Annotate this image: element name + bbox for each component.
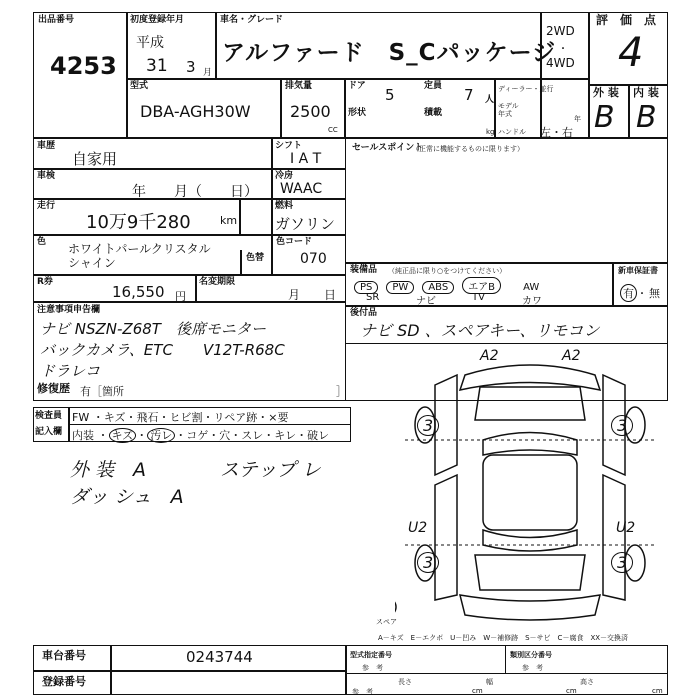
row2-mid: ・ (136, 429, 148, 442)
repair-label: 修復歴 (37, 382, 70, 395)
inspector-row1: FW ・キズ・飛石・ヒビ割・リペア跡・×要 (72, 411, 289, 424)
equip-airbag: エアB (462, 277, 501, 294)
equip-sr: SR (366, 292, 380, 303)
equipment-note: （純正品に限り○をつけてください） (388, 267, 507, 275)
notes-line1: ナビ NSZN-Z68T 後席モニター (40, 320, 266, 338)
score: 4 (618, 30, 644, 76)
handle: 左・右 (540, 126, 573, 139)
history: 自家用 (72, 150, 118, 168)
hand-dash: ダッ シュ A (70, 486, 184, 508)
era: 平成 (136, 35, 164, 51)
name-change-label: 名変期限 (199, 277, 236, 287)
notes-line3: ドラレコ (40, 362, 101, 380)
aircon: WAAC (280, 181, 323, 197)
history-label: 車歴 (37, 141, 56, 151)
seats-label: 定員 (424, 81, 443, 91)
damage-legend: A－キズ E－エクボ U－凹み W－補修跡 S－サビ C－腐食 XX－交換済 (378, 634, 629, 642)
row2-rest: ・コゲ・穴・スレ・キレ・破レ (175, 429, 330, 442)
mark-3-front-right: 3 (611, 415, 633, 436)
reg-label: 登録番号 (42, 675, 86, 688)
doors: 5 (385, 86, 395, 104)
drive-dot: ・ (558, 44, 568, 55)
mileage-unit: km (220, 214, 238, 227)
car-diagram (395, 345, 665, 635)
wid-unit: cm (566, 687, 577, 695)
equip-tv: TV (472, 292, 485, 303)
inspector-label1: 検査員 (35, 411, 63, 421)
model-year-unit: 年 (574, 115, 581, 123)
sales-points-note: （正常に機能するものに限ります） (412, 145, 524, 153)
ext-label: 外 装 (593, 86, 619, 99)
notes-line2: バックカメラ、ETC V12T-R68C (40, 341, 285, 359)
month-unit: 月 (203, 68, 213, 78)
color-code-label: 色コード (276, 237, 313, 247)
shift: I A T (290, 151, 322, 167)
equip-pw: PW (386, 281, 414, 294)
equipment-row1 (354, 277, 539, 294)
spare-label: スペア (376, 618, 397, 626)
mark-u2-right: U2 (616, 520, 636, 536)
handle-label: ハンドル (498, 128, 526, 136)
aftermarket-label: 後付品 (350, 308, 378, 318)
lot-number: 4253 (50, 52, 117, 80)
ref-2: 参 考 (522, 664, 543, 672)
name-change: 月 日 (288, 288, 337, 302)
hei-unit: cm (652, 687, 663, 695)
mark-3-front-left: 3 (417, 415, 439, 436)
equip-leather: カワ (522, 296, 542, 307)
type-designation: 型式指定番号 (350, 651, 392, 659)
type-code: DBA-AGH30W (140, 102, 251, 121)
hand-step: ステップ レ (220, 459, 321, 481)
color-label: 色 (37, 237, 47, 247)
category-label: 類別区分番号 (510, 651, 552, 659)
inspection: 年 月（ 日） (132, 184, 258, 200)
load-label: 積載 (424, 108, 443, 118)
first-reg-label: 初度登録年月 (130, 15, 185, 25)
equip-navi: ナビ (416, 296, 436, 307)
warranty-sep: ・ (637, 289, 647, 300)
shift-label: シフト (275, 141, 303, 151)
shape-label: 形状 (348, 108, 367, 118)
hand-ext: 外 装 A (70, 459, 147, 481)
aftermarket: ナビ SD 、スペアキー、リモコン (360, 321, 600, 340)
drive-2wd: 2WD (546, 24, 575, 38)
equip-abs: ABS (422, 281, 454, 294)
score-label: 評 価 点 (596, 13, 657, 27)
mark-a2-right: A2 (562, 348, 581, 364)
fuel: ガソリン (275, 215, 336, 233)
row2-scratch: キズ (109, 428, 137, 443)
len-label: 長さ (398, 678, 412, 686)
color-code: 070 (300, 251, 327, 267)
ref-1: 参 考 (362, 664, 383, 672)
notes-label: 注意事項申告欄 (37, 305, 101, 315)
fuel-label: 燃料 (275, 201, 294, 211)
seats-unit: 人 (485, 95, 495, 105)
color-name: ホワイトパールクリスタル シャイン (68, 242, 211, 270)
equipment-label: 装備品 (350, 265, 378, 275)
warranty-label: 新車保証書 (618, 266, 658, 275)
repair-end: ］ (336, 385, 347, 398)
sales-points-label: セールスポイント (352, 143, 424, 153)
mark-a2-left: A2 (480, 348, 499, 364)
mark-3-rear-left: 3 (417, 552, 439, 573)
seats: 7 (464, 86, 474, 104)
int-label: 内 装 (633, 86, 659, 99)
mark-u2-left: U2 (408, 520, 428, 536)
model-year-label: モデル 年式 (498, 102, 519, 118)
aircon-label: 冷房 (275, 171, 294, 181)
len-unit: cm (472, 687, 483, 695)
mark-3-rear-right: 3 (611, 552, 633, 573)
cc-label: 排気量 (285, 81, 313, 91)
recycle-label: R券 (37, 277, 53, 287)
chassis-label: 車台番号 (42, 649, 86, 662)
cc-value: 2500 (290, 102, 331, 121)
equip-ps: PS (354, 281, 378, 294)
wid-label: 幅 (486, 678, 493, 686)
warranty-no: 無 (649, 287, 660, 300)
ext-grade: B (594, 100, 615, 135)
mileage: 10万9千280 (86, 212, 191, 233)
row2-prefix: 内装 ・ (72, 429, 109, 442)
dealer-label: ディーラー・並行 (498, 85, 554, 93)
reg-month: 3 (186, 58, 196, 76)
load-unit: kg (486, 128, 495, 136)
inspection-label: 車検 (37, 171, 56, 181)
type-label: 型式 (130, 81, 149, 91)
cc-unit: CC (328, 126, 338, 134)
model-name: アルファード S_Cパッケージ (222, 40, 557, 66)
reg-year: 31 (146, 56, 168, 76)
inspector-row2 (72, 427, 329, 443)
recycle-unit: 円 (175, 290, 186, 303)
model-label: 車名・グレード (220, 15, 284, 25)
chassis-no: 0243744 (186, 648, 253, 666)
doors-label: ドア (348, 81, 366, 91)
recycle: 16,550 (112, 283, 165, 301)
drive-4wd: 4WD (546, 56, 575, 70)
inspector-label2: 記入欄 (35, 427, 63, 437)
repair: 有［箇所 (80, 385, 124, 398)
row2-dirt: 汚レ (147, 428, 175, 443)
mileage-label: 走行 (37, 201, 56, 211)
color-no-label: 色替 (246, 253, 265, 263)
hei-label: 高さ (580, 678, 594, 686)
ref-3: 参 考 (352, 688, 373, 696)
int-grade: B (636, 100, 657, 135)
warranty-yes: 有 (620, 284, 637, 302)
lot-label: 出品番号 (38, 15, 75, 25)
equip-aw: AW (523, 282, 540, 293)
